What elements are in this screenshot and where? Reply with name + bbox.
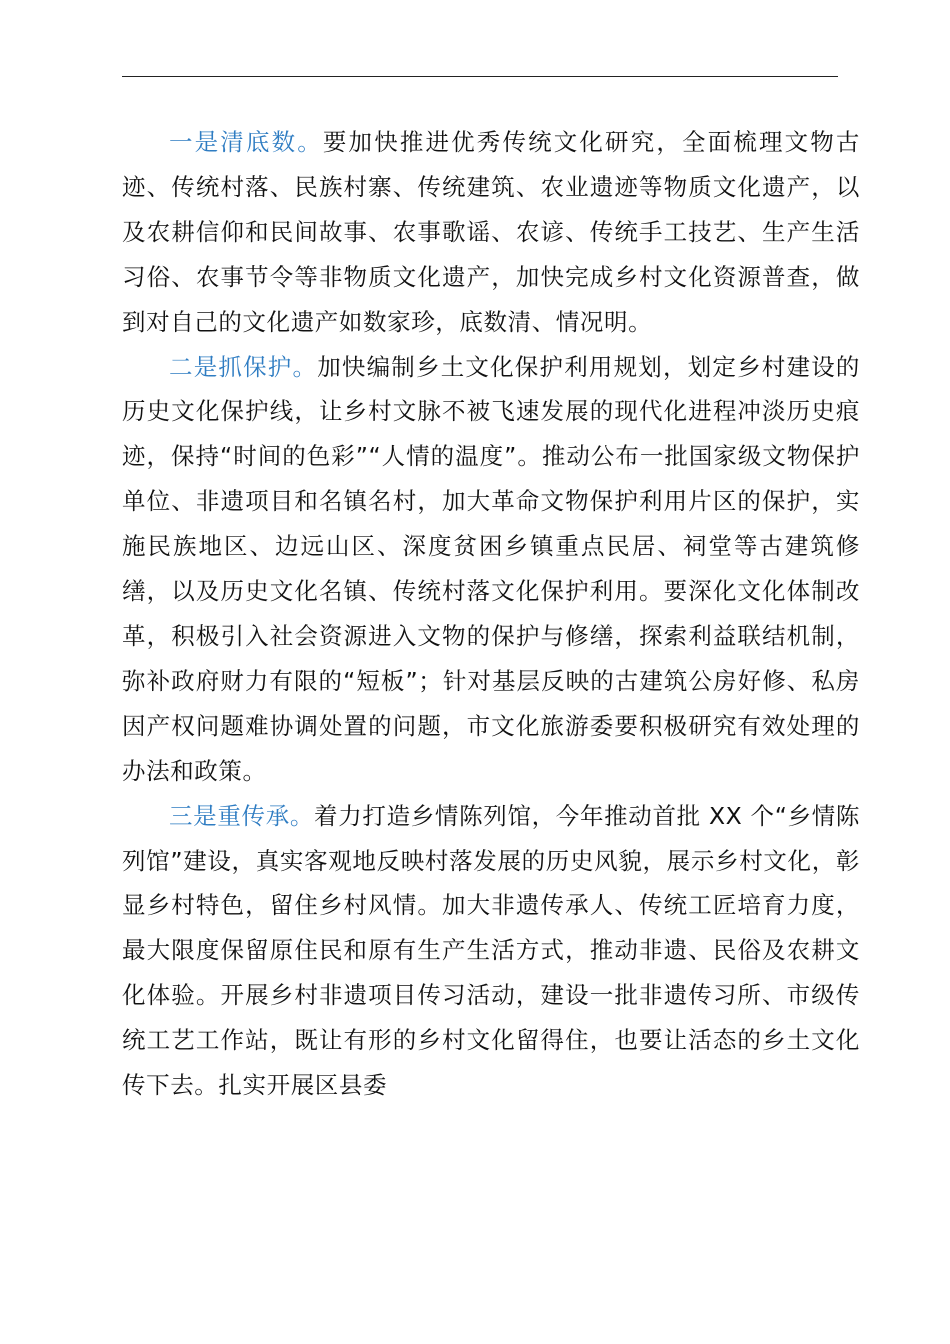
- paragraph-lead: 二是抓保护。: [169, 352, 318, 381]
- paragraph-text: 要加快推进优秀传统文化研究，全面梳理文物古迹、传统村落、民族村寨、传统建筑、农业遗迹等物质文化遗产，以及农耕信仰和民间故事、农事歌谣、农谚、传统手工技艺、生产生活习俗、农事节令等非物质文化遗产，加快完成乡村文化资源普查，做到对自己的文化遗产如数家珍，底数清、情况明。: [122, 128, 860, 336]
- paragraph-lead: 一是清底数。: [169, 128, 323, 156]
- paragraph-zhongchuancheng: [122, 794, 860, 1108]
- paragraph-zhuabaohu: [122, 345, 860, 794]
- paragraph-text: 着力打造乡情陈列馆，今年推动首批 XX 个“乡情陈列馆”建设，真实客观地反映村落发展的历史风貌，展示乡村文化，彰显乡村特色，留住乡村风情。加大非遗传承人、传统工匠培育力度，最大限度保留原住民和原有生产生活方式，推动非遗、民俗及农耕文化体验。开展乡村非遗项目传习活动，建设一批非遗传习所、市级传统工艺工作站，既让有形的乡村文化留得住，也要让活态的乡土文化传下去。扎实开展区县委: [122, 801, 860, 1100]
- paragraph-lead: 三是重传承。: [169, 801, 315, 830]
- paragraph-text: 加快编制乡土文化保护利用规划，划定乡村建设的历史文化保护线，让乡村文脉不被飞速发展的现代化进程冲淡历史痕迹，保持“时间的色彩”“人情的温度”。推动公布一批国家级文物保护单位、非遗项目和名镇名村，加大革命文物保护利用片区的保护，实施民族地区、边远山区、深度贫困乡镇重点民居、祠堂等古建筑修缮，以及历史文化名镇、传统村落文化保护利用。要深化文化体制改革，积极引入社会资源进入文物的保护与修缮，探索利益联结机制，弥补政府财力有限的“短板”；针对基层反映的古建筑公房好修、私房因产权问题难协调处置的问题，市文化旅游委要积极研究有效处理的办法和政策。: [122, 352, 860, 785]
- paragraph-qingdishu: [122, 120, 860, 345]
- header-rule: [122, 76, 838, 77]
- document-body: [122, 120, 860, 1108]
